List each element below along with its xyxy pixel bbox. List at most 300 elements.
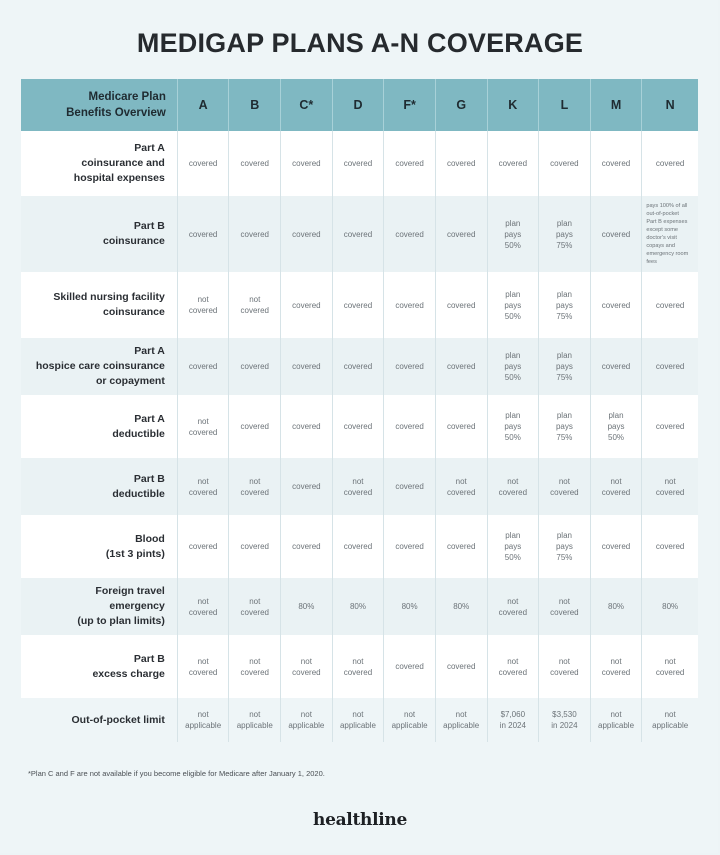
coverage-cell-line: covered (446, 159, 476, 168)
coverage-cell-line: covered (240, 422, 269, 431)
header-plan-k: K (487, 79, 539, 131)
coverage-cell-line: covered (601, 667, 631, 677)
coverage-cell-line: not (610, 476, 622, 486)
coverage-cell-line: covered (601, 487, 631, 497)
page-title: MEDIGAP PLANS A-N COVERAGE (136, 28, 584, 58)
coverage-cell (332, 578, 384, 635)
coverage-cell-line: not (197, 295, 209, 304)
coverage-cell-line: covered (292, 667, 321, 677)
coverage-cell-line: pays 100% of all (646, 203, 688, 209)
coverage-cell-line: covered (188, 667, 218, 677)
coverage-cell (539, 131, 591, 196)
coverage-cell-line: not (507, 476, 519, 486)
coverage-cell-line: plan (505, 351, 521, 360)
header-label-line: Benefits Overview (66, 107, 166, 119)
row-label (21, 131, 177, 196)
coverage-cell-line: covered (292, 362, 321, 371)
row-label-line: Part B (133, 220, 165, 232)
coverage-cell (332, 635, 384, 698)
coverage-cell-line: not (249, 476, 261, 486)
coverage-cell-line: not (197, 476, 209, 486)
coverage-cell-line: covered (240, 229, 269, 239)
coverage-cell-line: covered (601, 229, 631, 239)
coverage-cell (229, 698, 281, 742)
coverage-cell (642, 338, 698, 395)
table-row (21, 272, 698, 338)
coverage-cell-line: covered (343, 362, 373, 371)
coverage-cell-line: covered (655, 487, 685, 497)
coverage-cell-line: not (249, 710, 261, 719)
table-header-row (21, 79, 698, 131)
coverage-cell-line: covered (498, 159, 528, 168)
coverage-cell-line: pays (555, 422, 573, 431)
coverage-cell (642, 131, 698, 196)
coverage-cell (487, 272, 539, 338)
row-label-line: Part B (133, 472, 165, 485)
coverage-cell (229, 515, 281, 578)
coverage-cell-line: covered (188, 487, 218, 497)
coverage-cell-line: covered (240, 306, 269, 315)
coverage-cell-line: covered (188, 159, 218, 168)
coverage-cell-line: covered (343, 300, 373, 310)
header-plan-l: L (539, 79, 591, 131)
coverage-cell-line: not (558, 476, 570, 486)
table-row (21, 131, 698, 196)
coverage-cell (384, 458, 436, 515)
row-label-line: (1st 3 pints) (105, 547, 165, 560)
row-label-line: emergency (109, 600, 165, 612)
coverage-cell (332, 272, 384, 338)
row-label-line: Part B (133, 652, 165, 665)
coverage-cell (590, 635, 642, 698)
coverage-cell (332, 196, 384, 272)
coverage-cell (332, 698, 384, 742)
coverage-cell-line: covered (550, 667, 579, 677)
coverage-cell-line: pays (555, 542, 573, 551)
coverage-cell (642, 395, 698, 458)
coverage-cell-line: covered (343, 422, 373, 431)
table-row (21, 458, 698, 515)
coverage-cell (177, 196, 229, 272)
table-row (21, 578, 698, 635)
row-label-line: coinsurance and (81, 157, 165, 169)
coverage-cell (642, 272, 698, 338)
coverage-cell (229, 196, 281, 272)
coverage-cell-line: covered (655, 542, 685, 551)
coverage-cell (539, 395, 591, 458)
coverage-cell-line: covered (655, 362, 685, 371)
coverage-cell-line: covered (446, 300, 476, 310)
coverage-cell (539, 635, 591, 698)
coverage-cell-line: covered (292, 300, 321, 310)
coverage-cell-line: 50% (504, 373, 521, 382)
coverage-cell-line: $3,530 (552, 710, 577, 719)
table-body (21, 131, 698, 742)
coverage-cell-line: covered (343, 487, 373, 497)
row-label-line: hospice care coinsurance (35, 360, 165, 372)
row-label-line: Part A (134, 142, 165, 154)
row-label-line: Part A (134, 345, 165, 357)
coverage-cell (590, 515, 642, 578)
row-label-line: coinsurance (102, 306, 165, 318)
coverage-cell (539, 458, 591, 515)
coverage-cell-line: covered (550, 159, 579, 168)
coverage-cell-line: covered (188, 607, 218, 617)
coverage-cell-line: not (300, 710, 312, 719)
coverage-cell (177, 338, 229, 395)
row-label (21, 272, 177, 338)
coverage-cell (435, 338, 487, 395)
coverage-cell-line: covered (395, 362, 424, 371)
coverage-cell-line: applicable (443, 721, 480, 730)
coverage-cell-line: not (197, 656, 209, 666)
coverage-cell-line: not (197, 596, 209, 606)
coverage-cell (590, 196, 642, 272)
coverage-cell-line: 50% (608, 433, 625, 442)
row-label (21, 698, 177, 742)
coverage-cell (487, 635, 539, 698)
coverage-cell (229, 272, 281, 338)
coverage-cell-line: covered (446, 487, 476, 497)
coverage-cell-line: covered (498, 607, 528, 617)
table-row (21, 515, 698, 578)
coverage-cell-line: covered (240, 362, 269, 371)
coverage-cell-line: out-of-pocket (646, 211, 679, 217)
header-plan-c: C* (281, 79, 333, 131)
row-label (21, 458, 177, 515)
coverage-cell (435, 458, 487, 515)
coverage-cell (435, 272, 487, 338)
table-row (21, 196, 698, 272)
coverage-cell-line: plan (556, 531, 572, 540)
coverage-cell (229, 578, 281, 635)
coverage-cell-line: covered (446, 229, 476, 239)
coverage-cell-line: covered (240, 487, 269, 497)
coverage-cell-line: covered (188, 542, 218, 551)
coverage-cell-line: applicable (391, 721, 428, 730)
coverage-cell-line: emergency room (646, 251, 689, 257)
header-benefits-overview (21, 79, 177, 131)
coverage-cell-line: covered (655, 300, 685, 310)
coverage-cell-line: plan (556, 218, 572, 228)
coverage-cell-line: plan (505, 411, 521, 420)
row-label (21, 395, 177, 458)
coverage-cell-line: 75% (556, 311, 573, 321)
coverage-cell-line: applicable (288, 721, 325, 730)
coverage-cell (487, 698, 539, 742)
coverage-cell-line: covered (655, 159, 685, 168)
coverage-cell-line: $7,060 (500, 710, 526, 719)
coverage-cell-line: 80% (662, 602, 679, 611)
coverage-cell (384, 272, 436, 338)
row-label-line: (up to plan limits) (77, 615, 165, 627)
coverage-cell-line: covered (395, 482, 424, 491)
coverage-cell (281, 338, 333, 395)
coverage-cell (229, 458, 281, 515)
coverage-cell-line: covered (655, 422, 685, 431)
coverage-cell-line: not (249, 295, 261, 304)
coverage-cell (177, 635, 229, 698)
coverage-cell-line: applicable (652, 721, 689, 730)
coverage-cell-line: not (558, 596, 570, 606)
coverage-cell-line: covered (395, 422, 424, 431)
coverage-cell (539, 338, 591, 395)
table-row (21, 698, 698, 742)
coverage-cell-line: covered (343, 229, 373, 239)
coverage-cell (590, 578, 642, 635)
footnote: *Plan C and F are not available if you become eligible for Medicare after January 1, 2020. (28, 769, 325, 778)
coverage-cell-line: not (610, 656, 622, 666)
coverage-cell (281, 196, 333, 272)
row-label-line: Blood (135, 532, 165, 545)
header-plan-a: A (177, 79, 229, 131)
coverage-cell-line: not (507, 656, 519, 666)
coverage-cell (590, 395, 642, 458)
coverage-cell-line: plan (556, 411, 572, 420)
coverage-cell-line: not (455, 710, 467, 719)
coverage-cell (177, 515, 229, 578)
coverage-cell (539, 578, 591, 635)
coverage-cell-line: not (664, 710, 676, 719)
coverage-cell (229, 395, 281, 458)
coverage-cell-line: pays (504, 300, 522, 310)
coverage-cell (435, 578, 487, 635)
coverage-cell-line: covered (240, 159, 269, 168)
table-row (21, 395, 698, 458)
coverage-cell-line: pays (555, 362, 573, 371)
header-plan-d: D (332, 79, 384, 131)
coverage-cell-line: 80% (608, 602, 625, 611)
coverage-cell-line: covered (188, 362, 218, 371)
coverage-cell-line: covered (446, 662, 476, 671)
coverage-cell-line: 50% (504, 553, 521, 562)
coverage-cell-line: pays (555, 229, 573, 239)
coverage-cell (487, 458, 539, 515)
row-label-line: coinsurance (102, 235, 165, 247)
coverage-cell-line: covered (292, 229, 321, 239)
coverage-cell-line: 50% (504, 240, 521, 250)
coverage-cell (642, 635, 698, 698)
coverage-cell-line: covered (343, 159, 373, 168)
row-label-line: hospital expenses (73, 172, 165, 184)
coverage-cell-line: covered (601, 300, 631, 310)
coverage-cell-line: not (197, 710, 209, 719)
coverage-cell-line: covered (188, 306, 218, 315)
coverage-cell-line: not (300, 656, 312, 666)
coverage-cell-line: covered (550, 607, 579, 617)
coverage-cell (281, 515, 333, 578)
coverage-cell-line: covered (498, 487, 528, 497)
coverage-cell (539, 698, 591, 742)
coverage-cell-line: covered (446, 362, 476, 371)
coverage-cell-line: applicable (185, 721, 222, 730)
header-label-line: Medicare Plan (88, 91, 166, 103)
coverage-cell-line: covered (343, 667, 373, 677)
coverage-cell-line: covered (395, 159, 424, 168)
coverage-cell-line: 80% (401, 602, 418, 611)
coverage-cell-line: pays (504, 362, 522, 371)
coverage-cell (384, 698, 436, 742)
coverage-cell-line: not (664, 656, 676, 666)
coverage-cell (332, 131, 384, 196)
row-label-line: deductible (112, 427, 165, 440)
coverage-cell (229, 131, 281, 196)
coverage-cell (332, 515, 384, 578)
coverage-cell (332, 338, 384, 395)
coverage-cell (332, 395, 384, 458)
coverage-cell (590, 458, 642, 515)
coverage-cell-line: in 2024 (551, 721, 578, 730)
coverage-cell-line: not (352, 656, 364, 666)
coverage-cell-line: pays (555, 300, 573, 310)
coverage-cell-line: covered (188, 427, 218, 437)
coverage-cell-line: doctor's visit (646, 235, 677, 241)
header-plan-f: F* (384, 79, 436, 131)
coverage-cell-line: 75% (556, 240, 573, 250)
coverage-cell (590, 698, 642, 742)
header-plan-g: G (435, 79, 487, 131)
coverage-cell (642, 196, 698, 272)
coverage-cell (487, 395, 539, 458)
coverage-cell-line: except some (646, 227, 679, 233)
coverage-cell (539, 272, 591, 338)
coverage-cell-line: pays (504, 542, 522, 551)
coverage-cell-line: covered (395, 229, 424, 239)
coverage-cell (177, 395, 229, 458)
healthline-logo: healthline (313, 810, 407, 830)
coverage-cell (642, 698, 698, 742)
coverage-cell (384, 131, 436, 196)
coverage-cell (177, 698, 229, 742)
row-label (21, 338, 177, 395)
coverage-cell-line: 80% (453, 602, 470, 611)
coverage-cell (332, 458, 384, 515)
coverage-cell-line: covered (292, 482, 321, 491)
coverage-cell (487, 131, 539, 196)
coverage-cell (384, 635, 436, 698)
coverage-cell-line: not (664, 476, 676, 486)
coverage-cell (487, 578, 539, 635)
coverage-cell-line: not (352, 476, 364, 486)
header-plan-b: B (229, 79, 281, 131)
coverage-cell (435, 698, 487, 742)
coverage-cell (435, 395, 487, 458)
coverage-cell (539, 515, 591, 578)
coverage-cell (281, 272, 333, 338)
coverage-cell-line: pays (504, 422, 522, 431)
coverage-cell-line: covered (292, 422, 321, 431)
coverage-table (21, 79, 698, 742)
coverage-cell-line: applicable (236, 721, 273, 730)
coverage-cell-line: not (404, 710, 416, 719)
coverage-cell-line: 80% (298, 602, 315, 611)
row-label-line: excess charge (92, 667, 165, 680)
coverage-cell (487, 515, 539, 578)
coverage-cell-line: covered (550, 487, 579, 497)
coverage-cell-line: not (507, 596, 519, 606)
coverage-cell-line: covered (292, 159, 321, 168)
coverage-cell (384, 338, 436, 395)
coverage-cell (281, 698, 333, 742)
coverage-cell-line: plan (556, 351, 572, 360)
coverage-cell-line: covered (601, 362, 631, 371)
coverage-cell-line: covered (601, 542, 631, 551)
coverage-cell (281, 635, 333, 698)
coverage-cell-line: 75% (556, 373, 573, 382)
coverage-cell (435, 196, 487, 272)
coverage-cell-line: covered (292, 542, 321, 551)
coverage-cell-line: 80% (349, 602, 366, 611)
coverage-cell-line: not (249, 656, 261, 666)
coverage-cell-line: fees (646, 259, 657, 265)
coverage-cell-line: covered (498, 667, 528, 677)
coverage-cell-line: covered (395, 542, 424, 551)
coverage-cell (487, 338, 539, 395)
coverage-cell-line: 75% (556, 553, 573, 562)
row-label-line: or copayment (95, 375, 165, 387)
coverage-cell-line: covered (188, 229, 218, 239)
coverage-cell (435, 635, 487, 698)
row-label (21, 196, 177, 272)
coverage-cell-line: plan (556, 289, 572, 299)
row-label-line: Part A (134, 412, 165, 425)
coverage-cell (177, 458, 229, 515)
row-label (21, 515, 177, 578)
coverage-cell (642, 458, 698, 515)
coverage-cell-line: copays and (646, 243, 675, 249)
coverage-cell-line: not (352, 710, 364, 719)
coverage-cell (177, 131, 229, 196)
coverage-cell (229, 338, 281, 395)
coverage-cell (642, 515, 698, 578)
coverage-cell-line: not (455, 476, 467, 486)
row-label-line: Skilled nursing facility (53, 291, 165, 303)
header-plan-n: N (642, 79, 698, 131)
coverage-cell (281, 578, 333, 635)
coverage-cell-line: 50% (504, 311, 521, 321)
coverage-cell-line: in 2024 (499, 721, 526, 730)
coverage-cell (590, 272, 642, 338)
coverage-cell-line: not (197, 416, 209, 426)
coverage-cell-line: 50% (504, 433, 521, 442)
coverage-cell-line: covered (395, 300, 424, 310)
coverage-cell-line: not (610, 710, 622, 719)
coverage-cell (435, 131, 487, 196)
coverage-cell (281, 395, 333, 458)
coverage-cell-line: covered (343, 542, 373, 551)
coverage-cell-line: plan (505, 289, 521, 299)
coverage-cell-line: covered (601, 159, 631, 168)
coverage-cell (281, 131, 333, 196)
table-row (21, 635, 698, 698)
coverage-cell (590, 131, 642, 196)
coverage-cell-line: covered (446, 422, 476, 431)
coverage-cell (384, 395, 436, 458)
coverage-cell-line: Part B expenses (646, 219, 688, 225)
coverage-cell (590, 338, 642, 395)
coverage-cell-line: plan (505, 531, 521, 540)
coverage-cell-line: plan (608, 411, 624, 420)
coverage-cell (177, 272, 229, 338)
header-plan-m: M (590, 79, 642, 131)
row-label-line: Foreign travel (95, 585, 165, 597)
coverage-cell-line: covered (655, 667, 685, 677)
coverage-cell (384, 578, 436, 635)
coverage-cell (229, 635, 281, 698)
coverage-cell-line: covered (240, 607, 269, 617)
coverage-cell (177, 578, 229, 635)
coverage-cell-line: applicable (598, 721, 635, 730)
